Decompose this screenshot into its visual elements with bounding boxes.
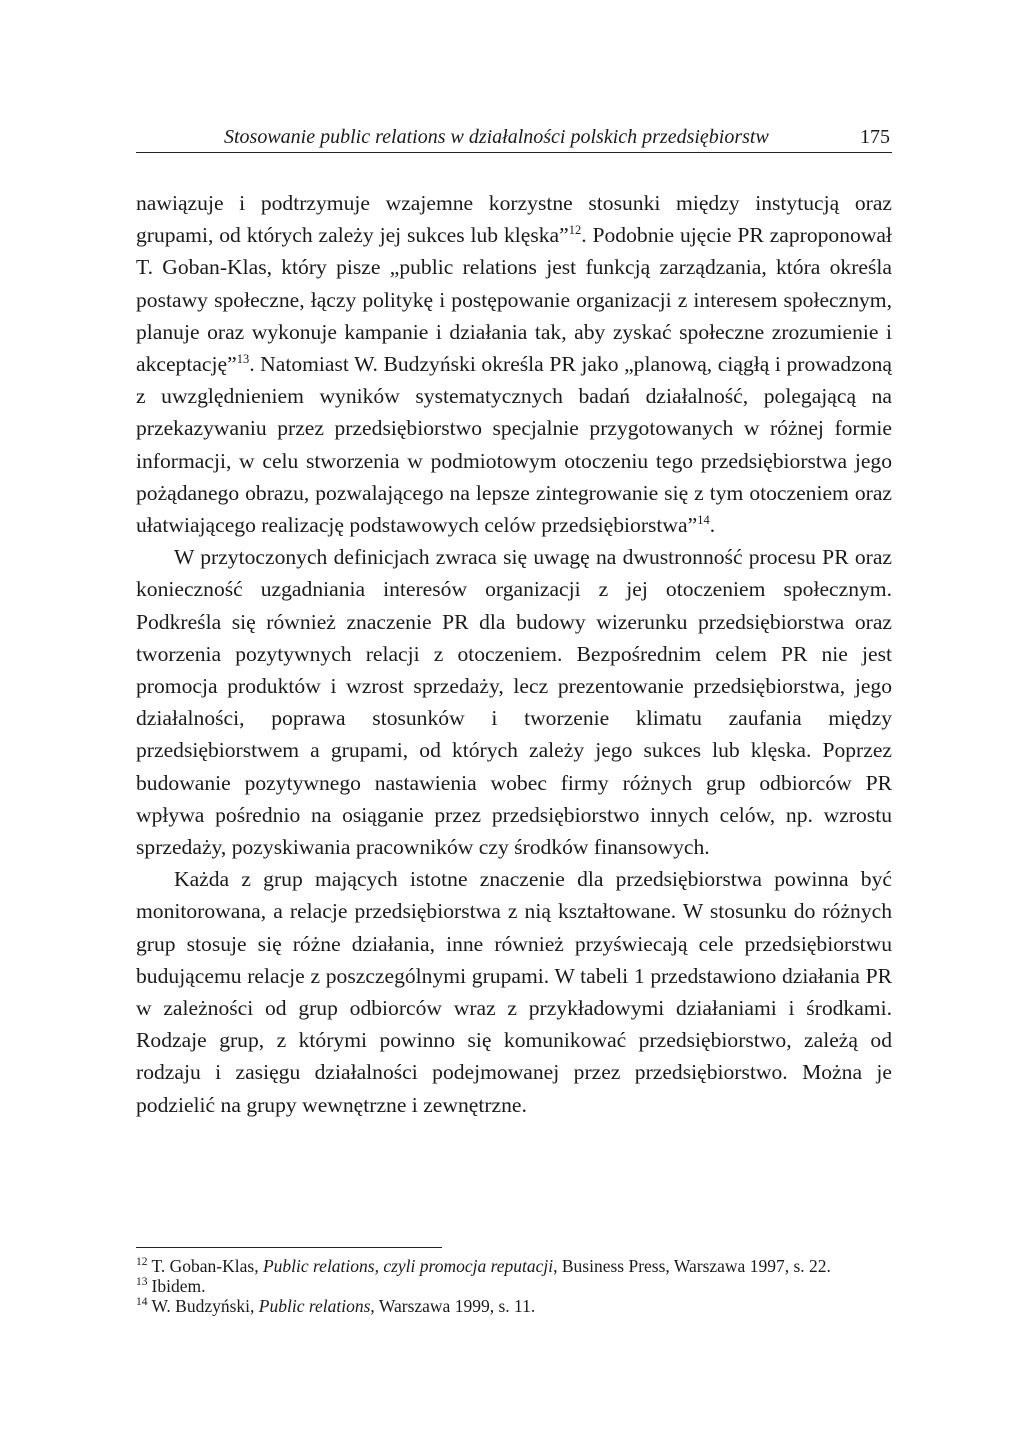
body-text [136, 187, 892, 1121]
footnote-number: 14 [136, 1296, 148, 1308]
footnote-13 [136, 1276, 892, 1296]
page [136, 122, 892, 1121]
footnote-ref-13[interactable]: 13 [236, 352, 250, 367]
footnote-number: 12 [136, 1256, 148, 1268]
footnote-text: Ibidem. [151, 1276, 206, 1296]
footnote-ref-12[interactable]: 12 [568, 223, 582, 238]
running-header [136, 122, 892, 153]
paragraph-1-part-4: . [709, 513, 716, 538]
footnote-text: , Warszawa 1999, s. 11. [370, 1296, 536, 1316]
paragraph-1-part-2: . Podobnie ujęcie PR zaproponował T. Goban-Klas, który pisze „public relations jest funkcją zarządzania, która określa postawy społeczne, łączy politykę i postępowanie organizacji z interesem społecznym, planuje oraz wykonuje kampanie i działania tak, aby zyskać społeczne zrozumienie i akceptację” [136, 223, 892, 377]
paragraph-1-part-3: . Natomiast W. Budzyński określa PR jako „planową, ciągłą i prowadzoną z uwzględnieniem wyników systematycznych badań działalność, polegającą na przekazywaniu przez przedsiębiorstwo specjalnie przygotowanych w różnej formie informacji, w celu stworzenia w podmiotowym otoczeniu tego przedsiębiorstwa jego pożądanego obrazu, pozwalającego na lepsze zintegrowanie się z tym otoczeniem oraz ułatwiającego realizację podstawowych celów przedsiębiorstwa” [136, 352, 892, 538]
footnote-ref-14[interactable]: 14 [697, 513, 710, 528]
footnote-text: , Business Press, Warszawa 1997, s. 22. [553, 1256, 831, 1276]
page-number: 175 [860, 126, 890, 148]
paragraph-2: W przytoczonych definicjach zwraca się uwagę na dwustronność procesu PR oraz konieczność uzgadniania interesów organizacji z jej otoczeniem społecznym. Podkreśla się również znaczenie PR dla budowy wizerunku przedsiębiorstwa oraz tworzenia pozytywnych relacji z otoczeniem. Bezpośrednim celem PR nie jest promocja produktów i wzrost sprzedaży, lecz prezentowanie przedsiębiorstwa, jego działalności, poprawa stosunków i tworzenie klimatu zaufania między przedsiębiorstwem a grupami, od których zależy jego sukces lub klęska. Poprzez budowanie pozytywnego nastawienia wobec firmy różnych grup odbiorców PR wpływa pośrednio na osiąganie przez przedsiębiorstwo innych celów, np. wzrostu sprzedaży, pozyskiwania pracowników czy środków finansowych. [136, 545, 892, 860]
footnote-text: W. Budzyński, [151, 1296, 259, 1316]
footnote-12 [136, 1256, 892, 1276]
footnotes [136, 1247, 892, 1316]
footnote-number: 13 [136, 1276, 148, 1288]
paragraph-3: Każda z grup mających istotne znaczenie dla przedsiębiorstwa powinna być monitorowana, a relacje przedsiębiorstwa z nią kształtowane. W stosunku do różnych grup stosuje się różne działania, inne również przyświecają cele przedsiębiorstwu budującemu relacje z poszczególnymi grupami. W tabeli 1 przedstawiono działania PR w zależności od grup odbiorców wraz z przykładowymi działaniami i środkami. Rodzaje grup, z którymi powinno się komunikować przedsiębiorstwo, zależą od rodzaju i zasięgu działalności podejmowanej przez przedsiębiorstwo. Można je podzielić na grupy wewnętrzne i zewnętrzne. [136, 867, 892, 1117]
footnote-text: T. Goban-Klas, [151, 1256, 263, 1276]
paragraph-1 [136, 187, 892, 541]
footnote-title: Public relations, czyli promocja reputacji [262, 1256, 554, 1276]
footnote-separator [136, 1247, 442, 1248]
footnote-14 [136, 1296, 892, 1316]
footnote-title: Public relations [258, 1296, 371, 1316]
paragraph-1-part-1: nawiązuje i podtrzymuje wzajemne korzystne stosunki między instytucją oraz grupami, od których zależy jej sukces lub klęska” [136, 191, 892, 248]
running-title: Stosowanie public relations w działalności polskich przedsiębiorstw [224, 126, 769, 148]
